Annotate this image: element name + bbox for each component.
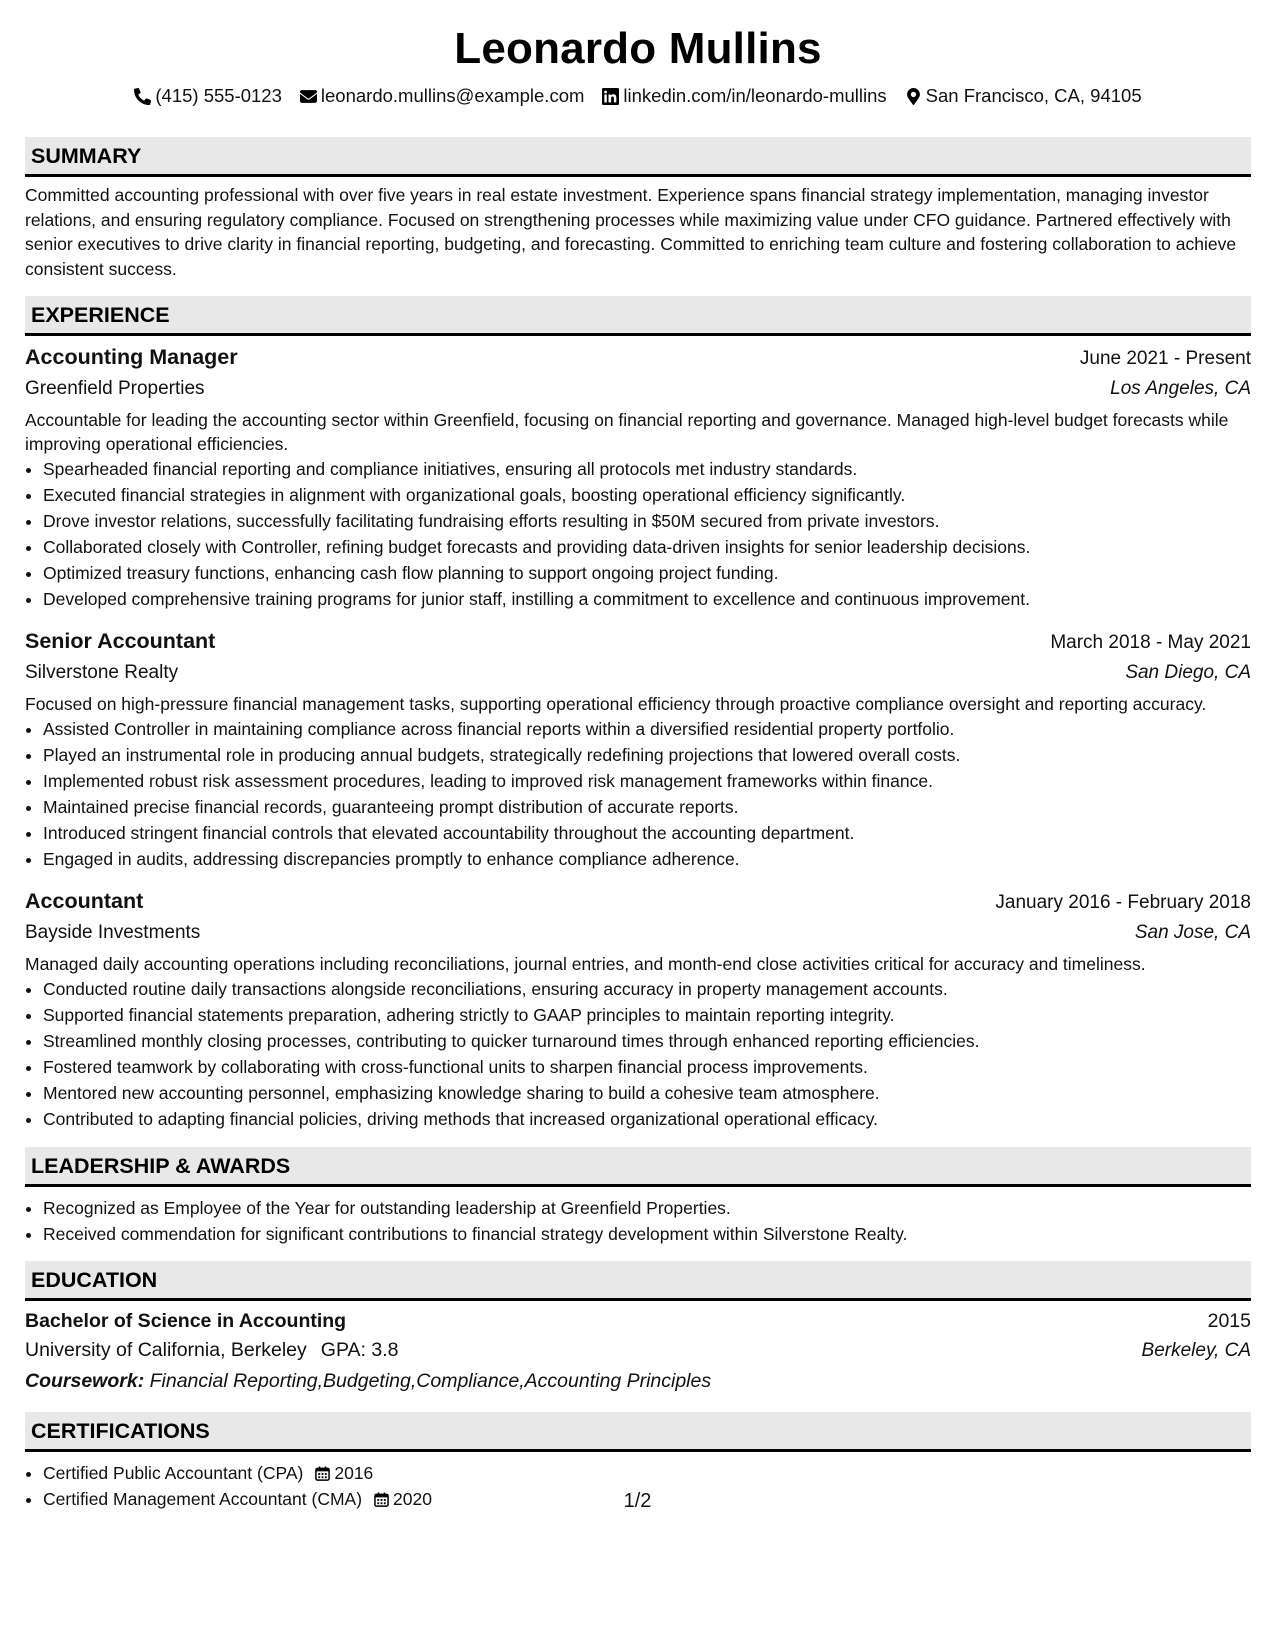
- certification-year: 2016: [334, 1463, 374, 1483]
- coursework-line: [25, 1366, 1251, 1396]
- coursework-list: Financial Reporting,Budgeting,Compliance,Accounting Principles: [149, 1370, 712, 1392]
- phone-text: (415) 555-0123: [155, 85, 282, 106]
- job-dates: June 2021 - Present: [1079, 348, 1251, 369]
- section-heading-awards: LEADERSHIP & AWARDS: [25, 1147, 1251, 1187]
- job-dates: March 2018 - May 2021: [1050, 632, 1251, 653]
- company-name: Silverstone Realty: [25, 662, 179, 683]
- list-item: • Drove investor relations, successfully facilitating fundraising efforts resulting in $50M secured from private investors.: [43, 508, 1251, 534]
- school-name-line: [25, 1336, 398, 1365]
- list-item: • Implemented robust risk assessment procedures, leading to improved risk management frameworks within finance.: [43, 768, 1251, 794]
- job-location: San Jose, CA: [1134, 922, 1251, 943]
- gpa: GPA: 3.8: [320, 1339, 399, 1361]
- job-dates: January 2016 - February 2018: [995, 892, 1251, 913]
- list-item: • Contributed to adapting financial policies, driving methods that increased organizational operational efficacy.: [43, 1106, 1251, 1132]
- company-name: Greenfield Properties: [25, 378, 205, 399]
- page-number: 1/2: [623, 1490, 652, 1512]
- job-subheader: [25, 918, 1251, 948]
- coursework-label: Coursework:: [25, 1370, 145, 1392]
- contact-linkedin[interactable]: [602, 84, 886, 108]
- phone-icon: [134, 88, 151, 105]
- map-marker-icon: [905, 88, 922, 105]
- candidate-name: Leonardo Mullins: [454, 24, 822, 73]
- list-item: • Mentored new accounting personnel, emphasizing knowledge sharing to build a cohesive team atmosphere.: [43, 1080, 1251, 1106]
- list-item: • Received commendation for significant contributions to financial strategy development within Silverstone Realty.: [43, 1221, 1251, 1247]
- contact-location: [905, 84, 1142, 108]
- job-title: Accountant: [25, 889, 144, 913]
- company-name: Bayside Investments: [25, 922, 201, 943]
- certification-name: Certified Public Accountant (CPA): [43, 1463, 304, 1483]
- list-item: • Engaged in audits, addressing discrepancies promptly to enhance compliance adherence.: [43, 846, 1251, 872]
- list-item: • Fostered teamwork by collaborating with cross-functional units to sharpen financial process improvements.: [43, 1054, 1251, 1080]
- certification-year: 2020: [393, 1489, 432, 1509]
- summary-text: Committed accounting professional with over five years in real estate investment. Experience spans financial strategy implementation, managing investor relations, and ensuring regulatory compliance. Focused on strengthening processes while maximizing value under CFO guidance. Partnered effectively with senior executives to drive clarity in financial reporting, budgeting, and forecasting. Committed to enriching team culture and fostering collaboration to achieve consistent success.: [25, 185, 1237, 279]
- job-entry: [25, 886, 1251, 1132]
- resume-page: [25, 20, 1251, 1512]
- list-item: • Collaborated closely with Controller, refining budget forecasts and providing data-driven insights for senior leadership decisions.: [43, 534, 1251, 560]
- certification-item: [43, 1460, 1251, 1486]
- location-text: San Francisco, CA, 94105: [925, 85, 1142, 106]
- certification-name: Certified Management Accountant (CMA): [43, 1489, 363, 1509]
- section-heading-education: EDUCATION: [25, 1261, 1251, 1301]
- list-item: • Spearheaded financial reporting and compliance initiatives, ensuring all protocols met industry standards.: [43, 456, 1251, 482]
- list-item: • Executed financial strategies in alignment with organizational goals, boosting operational efficiency significantly.: [43, 482, 1251, 508]
- job-location: San Diego, CA: [1125, 662, 1251, 683]
- job-description: Accountable for leading the accounting sector within Greenfield, focusing on financial reporting and governance. Managed high-level budget forecasts while improving operational efficiencies.: [25, 410, 1229, 454]
- list-item: • Assisted Controller in maintaining compliance across financial reports within a diversified residential property portfolio.: [43, 716, 1251, 742]
- job-description: Focused on high-pressure financial management tasks, supporting operational efficiency through proactive compliance oversight and reporting accuracy.: [25, 694, 1207, 714]
- linkedin-icon: [602, 88, 619, 105]
- job-entry: [25, 626, 1251, 872]
- job-header: [25, 886, 1251, 918]
- section-heading-certifications: CERTIFICATIONS: [25, 1412, 1251, 1452]
- calendar-icon: [315, 1466, 330, 1481]
- job-title: Senior Accountant: [25, 629, 216, 653]
- job-title: Accounting Manager: [25, 345, 238, 369]
- job-description: Managed daily accounting operations including reconciliations, journal entries, and month-end close activities critical for accuracy and timeliness.: [25, 954, 1146, 974]
- school-name: University of California, Berkeley: [25, 1339, 307, 1361]
- linkedin-text[interactable]: linkedin.com/in/leonardo-mullins: [623, 85, 887, 106]
- job-header: [25, 626, 1251, 658]
- job-bullets: [25, 716, 1251, 872]
- list-item: • Conducted routine daily transactions alongside reconciliations, ensuring accuracy in property management accounts.: [43, 976, 1251, 1002]
- list-item: • Played an instrumental role in producing annual budgets, strategically redefining projections that lowered overall costs.: [43, 742, 1251, 768]
- job-subheader: [25, 658, 1251, 688]
- list-item: • Introduced stringent financial controls that elevated accountability throughout the accounting department.: [43, 820, 1251, 846]
- experience-list: [25, 342, 1251, 1132]
- job-header: [25, 342, 1251, 374]
- job-subheader: [25, 374, 1251, 404]
- job-bullets: [25, 456, 1251, 612]
- section-heading-experience: EXPERIENCE: [25, 296, 1251, 336]
- contact-email[interactable]: [300, 84, 585, 108]
- contact-bar: [25, 84, 1251, 108]
- education-entry: [25, 1307, 1251, 1396]
- graduation-year: 2015: [1207, 1310, 1251, 1332]
- contact-phone: [134, 84, 282, 108]
- degree-title: Bachelor of Science in Accounting: [25, 1310, 347, 1332]
- section-heading-summary: SUMMARY: [25, 137, 1251, 177]
- list-item: • Optimized treasury functions, enhancing cash flow planning to support ongoing project funding.: [43, 560, 1251, 586]
- job-bullets: [25, 976, 1251, 1132]
- school-location: Berkeley, CA: [1141, 1340, 1251, 1361]
- job-location: Los Angeles, CA: [1110, 378, 1251, 399]
- envelope-icon: [300, 88, 317, 105]
- list-item: • Streamlined monthly closing processes, contributing to quicker turnaround times through enhanced reporting efficiencies.: [43, 1028, 1251, 1054]
- list-item: • Developed comprehensive training programs for junior staff, instilling a commitment to excellence and continuous improvement.: [43, 586, 1251, 612]
- email-text[interactable]: leonardo.mullins@example.com: [320, 85, 585, 106]
- awards-list: [25, 1195, 1251, 1247]
- list-item: • Supported financial statements preparation, adhering strictly to GAAP principles to maintain reporting integrity.: [43, 1002, 1251, 1028]
- list-item: • Recognized as Employee of the Year for outstanding leadership at Greenfield Properties.: [43, 1195, 1251, 1221]
- job-entry: [25, 342, 1251, 612]
- list-item: • Maintained precise financial records, guaranteeing prompt distribution of accurate reports.: [43, 794, 1251, 820]
